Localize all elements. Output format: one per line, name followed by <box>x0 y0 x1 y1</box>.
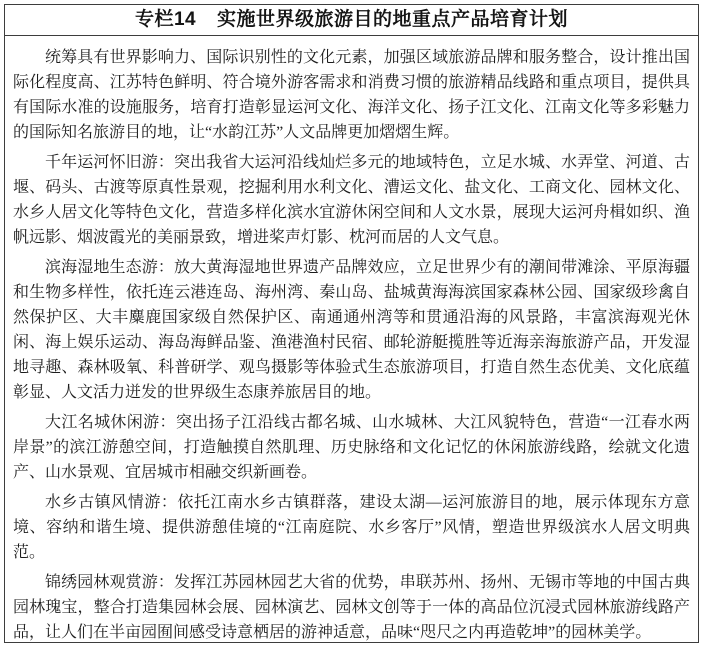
column-box-panel <box>4 4 699 643</box>
paragraph-canal-nostalgia-tour: 千年运河怀旧游：突出我省大运河沿线灿烂多元的地域特色，立足水城、水弄堂、河道、古堰、码头、古渡等原真性景观，挖掘利用水利文化、漕运文化、盐文化、工商文化、园林文化、水乡人居文化等特色文化，营造多样化滨水宜游休闲空间和人文水景，展现大运河舟楫如织、渔帆远影、烟波霞光的美丽景致，增进桨声灯影、枕河而居的人文气息。 <box>13 154 690 246</box>
paragraph-garden-sightseeing-tour: 锦绣园林观赏游：发挥江苏园林园艺大省的优势，串联苏州、扬州、无锡市等地的中国古典园林瑰宝，整合打造集园林会展、园林演艺、园林文创等于一体的高品位沉浸式园林旅游线路产品，让人们在半亩园囿间感受诗意栖居的游神适意，品味“咫尺之内再造乾坤”的园林美学。 <box>13 574 690 641</box>
paragraph-coastal-wetland-eco-tour: 滨海湿地生态游：放大黄海湿地世界遗产品牌效应，立足世界少有的潮间带滩涂、平原海疆和生物多样性，依托连云港连岛、海州湾、秦山岛、盐城黄海海滨国家森林公园、国家级珍禽自然保护区、大丰麋鹿国家级自然保护区、南通通州湾等和贯通沿海的风景路，丰富滨海观光休闲、海上娱乐运动、海岛海鲜品鉴、渔港渔村民宿、邮轮游艇揽胜等近海亲海旅游产品，开发湿地寻趣、森林吸氧、科普研学、观鸟摄影等体验式生态旅游项目，打造自然生态优美、文化底蕴彰显、人文活力迸发的世界级生态康养旅居目的地。 <box>13 259 690 401</box>
panel-body-text <box>5 36 698 642</box>
paragraph-intro: 统筹具有世界影响力、国际识别性的文化元素，加强区域旅游品牌和服务整合，设计推出国际化程度高、江苏特色鲜明、符合境外游客需求和消费习惯的旅游精品线路和重点项目，提供具有国际水准的设施服务，培育打造彰显运河文化、海洋文化、扬子江文化、江南文化等多彩魅力的国际知名旅游目的地，让“水韵江苏”人文品牌更加熠熠生辉。 <box>13 49 690 141</box>
panel-label: 专栏14 <box>134 9 197 30</box>
paragraph-river-city-leisure-tour: 大江名城休闲游：突出扬子江沿线古都名城、山水城林、大江风貌特色，营造“一江春水两岸景”的滨江游憩空间，打造触摸自然肌理、历史脉络和文化记忆的休闲旅游线路，绘就文化遗产、山水景观、宜居城市相融交织新画卷。 <box>13 414 690 481</box>
paragraph-watertown-ancient-town-tour: 水乡古镇风情游：依托江南水乡古镇群落，建设太湖—运河旅游目的地，展示体现东方意境、容纳和谐生境、提供游憩佳境的“江南庭院、水乡客厅”风情，塑造世界级滨水人居文明典范。 <box>13 494 690 561</box>
panel-title-bar <box>5 5 698 36</box>
panel-title: 实施世界级旅游目的地重点产品培育计划 <box>217 9 569 30</box>
